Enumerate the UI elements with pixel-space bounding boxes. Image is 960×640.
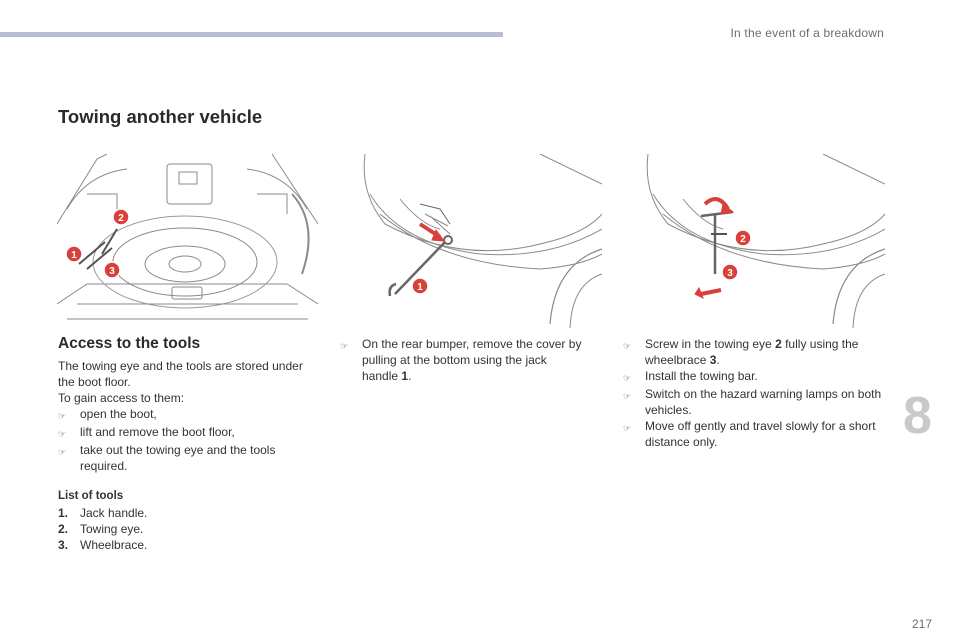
instruction-bullet: ☞ Install the towing bar. — [623, 368, 888, 386]
bumper-instructions — [340, 336, 585, 384]
page-number: 217 — [912, 617, 933, 631]
access-intro-2: To gain access to them: — [58, 391, 185, 405]
hand-pointer-icon: ☞ — [623, 341, 632, 351]
instruction-bullet — [623, 336, 888, 368]
access-bullet: ☞ open the boot, — [58, 406, 318, 424]
chapter-number: 8 — [903, 387, 932, 445]
instruction-bullet: ☞ Switch on the hazard warning lamps on both vehicles. — [623, 387, 882, 417]
access-bullet: ☞ lift and remove the boot floor, — [58, 424, 318, 442]
list-item: 3. Wheelbrace. — [58, 538, 148, 552]
access-bullet: ☞ take out the towing eye and the tools required. — [58, 443, 276, 473]
list-item: 1. Jack handle. — [58, 506, 148, 520]
instruction-bullet — [340, 336, 585, 384]
hand-pointer-icon: ☞ — [58, 447, 67, 457]
towing-eye-illustration — [623, 154, 885, 328]
hand-pointer-icon: ☞ — [623, 391, 632, 401]
towing-instructions — [623, 336, 888, 450]
callout-1-label: 1 — [417, 282, 423, 293]
page-title: Towing another vehicle — [58, 106, 263, 127]
tools-list — [58, 488, 258, 553]
callout-2-label: 2 — [118, 213, 124, 224]
instruction-text: On the rear bumper, remove the cover by pulling at the bottom using the jack handle 1. — [362, 337, 582, 383]
boot-tools-illustration — [57, 154, 318, 328]
hand-pointer-icon: ☞ — [623, 423, 632, 433]
access-text — [58, 358, 318, 474]
callout-3-label: 3 — [727, 268, 733, 279]
access-intro-1: The towing eye and the tools are stored under the boot floor. — [58, 359, 303, 389]
instruction-bullet: ☞ Move off gently and travel slowly for a short distance only. — [623, 419, 876, 449]
callout-2-label: 2 — [740, 234, 746, 245]
header-accent-bar — [0, 32, 503, 37]
instruction-text: Screw in the towing eye 2 fully using the wheelbrace 3. — [645, 337, 859, 367]
list-item: 2. Towing eye. — [58, 522, 144, 536]
tools-title: List of tools — [58, 490, 124, 502]
access-heading: Access to the tools — [58, 335, 201, 352]
bumper-cover-illustration — [340, 154, 602, 328]
section-title: In the event of a breakdown — [730, 26, 884, 40]
hand-pointer-icon: ☞ — [623, 373, 632, 383]
hand-pointer-icon: ☞ — [58, 411, 67, 421]
hand-pointer-icon: ☞ — [58, 429, 67, 439]
callout-1-label: 1 — [71, 250, 77, 261]
hand-pointer-icon: ☞ — [340, 341, 349, 351]
callout-3-label: 3 — [109, 266, 115, 277]
